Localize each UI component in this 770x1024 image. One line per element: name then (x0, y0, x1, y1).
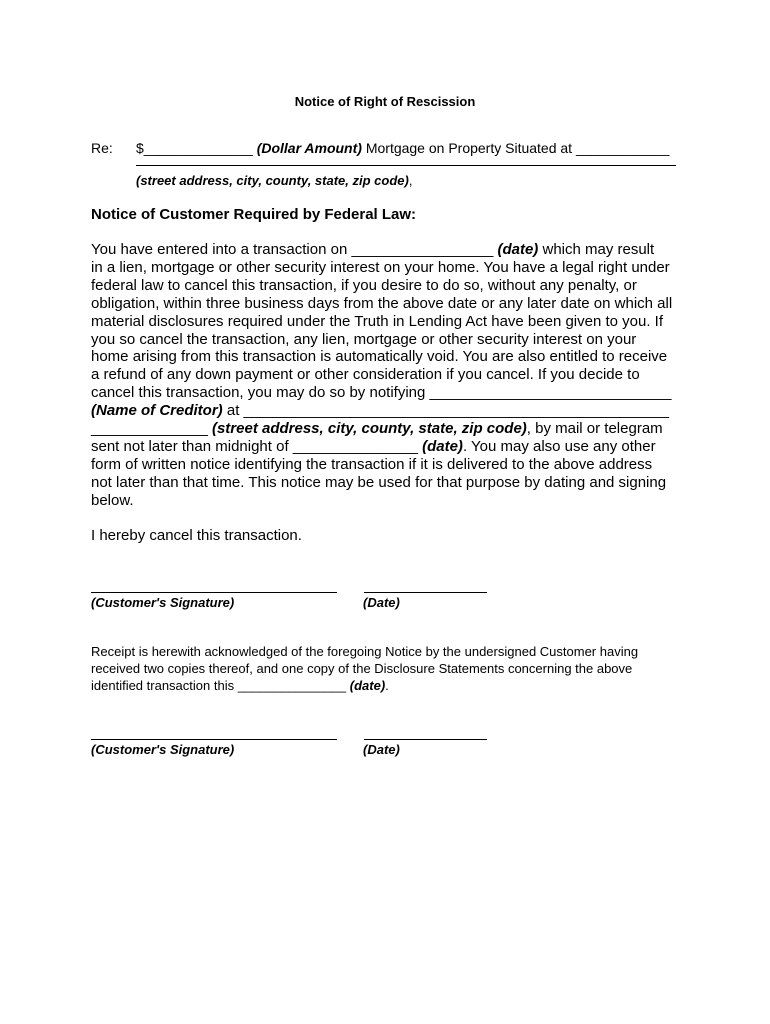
document-title: Notice of Right of Rescission (294, 94, 476, 109)
date-label: (date) (497, 241, 539, 258)
body-line: form of written notice identifying the transaction if it is delivered to the above address (91, 455, 653, 473)
signature-line-2 (91, 739, 337, 740)
body-line (91, 402, 681, 420)
body-text: . You may also use any other (462, 437, 656, 455)
body-line: obligation, within three business days from the above date or any later date on which all (91, 294, 673, 312)
body-line: a refund of any down payment or other consideration if you cancel. If you decide to (91, 366, 640, 384)
date-line-2 (364, 739, 487, 740)
body-line: cancel this transaction, you may do so by notifying _____________________________ (91, 384, 672, 402)
re-line (91, 140, 669, 156)
body-text: ______________ (91, 420, 212, 438)
receipt-paragraph (91, 643, 681, 694)
dollar-amount-label: (Dollar Amount) (256, 140, 362, 156)
date-label: (date) (349, 678, 386, 693)
re-label: Re: (91, 140, 113, 156)
body-line: below. (91, 491, 134, 509)
body-line (91, 420, 681, 438)
signature-line-1 (91, 592, 337, 593)
date-label: (date) (422, 437, 463, 455)
body-line: in a lien, mortgage or other security interest on your home. You have a legal right under (91, 258, 670, 276)
body-text: You have entered into a transaction on _________________ (91, 241, 498, 258)
customer-signature-label-1: (Customer's Signature) (91, 595, 235, 610)
date-label-2: (Date) (363, 742, 400, 757)
cancel-statement: I hereby cancel this transaction. (91, 527, 302, 544)
body-line: you so cancel the transaction, any lien, mortgage or other security interest on your (91, 330, 637, 348)
street-address-label: (street address, city, county, state, zip code) (211, 420, 527, 438)
receipt-line (91, 677, 681, 694)
body-text: sent not later than midnight of _______________ (91, 437, 423, 455)
receipt-text: identified transaction this _______________ (91, 678, 350, 693)
receipt-line: received two copies thereof, and one copy of the Disclosure Statements concerning the above (91, 661, 633, 676)
federal-law-heading: Notice of Customer Required by Federal Law: (91, 206, 417, 223)
date-line-1 (364, 592, 487, 593)
receipt-text: . (385, 678, 389, 693)
body-line (91, 438, 681, 456)
body-text: at ___________________________________________________ (222, 402, 669, 420)
street-address-label: (street address, city, county, state, zip code) (136, 173, 409, 188)
body-line: material disclosures required under the Truth in Lending Act have been given to you. If (91, 312, 664, 330)
body-text: , by mail or telegram (526, 420, 663, 438)
customer-signature-label-2: (Customer's Signature) (91, 742, 235, 757)
body-text: which may result (538, 241, 655, 258)
mortgage-text: Mortgage on Property Situated at ____________ (361, 140, 670, 156)
body-line: home arising from this transaction is automatically void. You are also entitled to receive (91, 348, 668, 366)
body-line (91, 241, 681, 259)
creditor-label: (Name of Creditor) (91, 402, 223, 420)
dollar-blank: $______________ (136, 140, 253, 156)
body-line: federal law to cancel this transaction, if you desire to do so, without any penalty, or (91, 276, 637, 294)
body-line: not later than that time. This notice may be used for that purpose by dating and signing (91, 473, 667, 491)
address-label-line (136, 173, 412, 188)
date-label-1: (Date) (363, 595, 400, 610)
receipt-line: Receipt is herewith acknowledged of the foregoing Notice by the undersigned Customer having (91, 644, 639, 659)
address-blank-line (136, 165, 676, 166)
address-suffix: , (408, 173, 413, 188)
notice-body (91, 241, 681, 510)
